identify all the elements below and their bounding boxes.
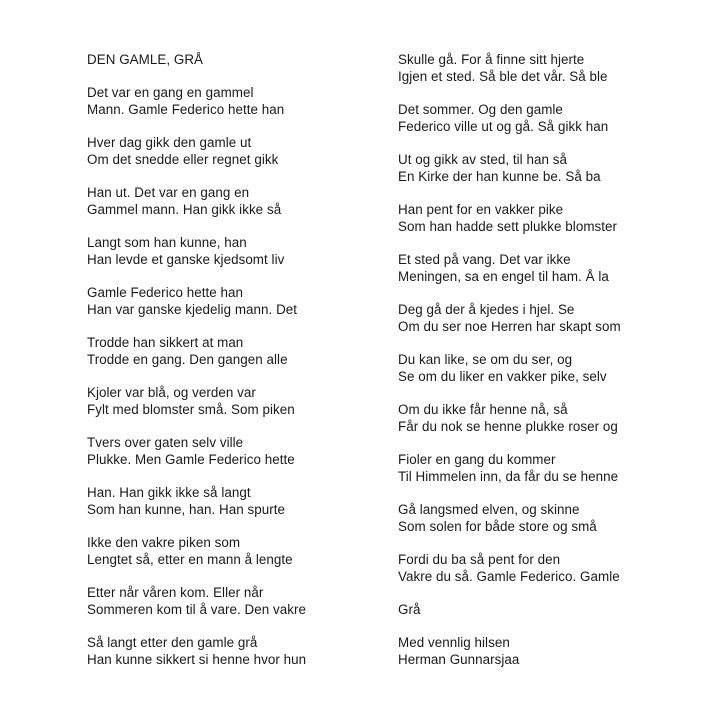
stanza [398,451,698,485]
right-column [398,51,698,668]
stanza [87,134,387,168]
poem-line: Han pent for en vakker pike [398,202,564,217]
poem-line: Fordi du ba så pent for den [398,552,561,567]
poem-line: Trodde han sikkert at man [87,335,244,350]
poem-line: Om du ikke får henne nå, så [398,402,568,417]
poem-line: Deg gå der å kjedes i hjel. Se [398,302,575,317]
stanza [87,234,387,268]
stanza [87,584,387,618]
poem-line: Sommeren kom til å vare. Den vakre [87,602,307,617]
stanza [398,634,698,668]
poem-line: Etter når våren kom. Eller når [87,585,264,600]
poem-line: Meningen, sa en engel til ham. Å la [398,269,609,284]
poem-line: Han ut. Det var en gang en [87,185,250,200]
poem-line: Trodde en gang. Den gangen alle [87,352,288,367]
poem-line: Langt som han kunne, han [87,235,247,250]
poem-line: Skulle gå. For å finne sitt hjerte [398,52,585,67]
stanza [87,84,387,118]
poem-line: Det var en gang en gammel [87,85,254,100]
poem-line: Han kunne sikkert si henne hvor hun [87,652,307,667]
poem-line: Tvers over gaten selv ville [87,435,244,450]
poem-line: Så langt etter den gamle grå [87,635,258,650]
poem-line: Gammel mann. Han gikk ikke så [87,202,282,217]
poem-line: Fylt med blomster små. Som piken [87,402,295,417]
stanza [398,201,698,235]
poem-line: Han var ganske kjedelig mann. Det [87,302,298,317]
poem-line: Herman Gunnarsjaa [398,652,520,667]
poem-line: Lengtet så, etter en mann å lengte [87,552,293,567]
poem-line: Som han kunne, han. Han spurte [87,502,286,517]
stanza [398,301,698,335]
stanza [87,434,387,468]
poem-line: Med vennlig hilsen [398,635,510,650]
stanza [87,534,387,568]
poem-line: Ut og gikk av sted, til han så [398,152,567,167]
poem-line: Om du ser noe Herren har skapt som [398,319,621,334]
stanza [398,401,698,435]
poem-line: Kjoler var blå, og verden var [87,385,256,400]
stanza [398,501,698,535]
poem-line: Gå langsmed elven, og skinne [398,502,580,517]
left-column [87,51,387,668]
stanza [87,634,387,668]
poem-title: DEN GAMLE, GRÅ [87,52,204,67]
poem-line: Han levde et ganske kjedsomt liv [87,252,285,267]
poem-line: Til Himmelen inn, da får du se henne [398,469,619,484]
poem-line: Vakre du så. Gamle Federico. Gamle [398,569,620,584]
poem-line: Grå [398,602,421,617]
stanza [398,51,698,85]
poem-line: Mann. Gamle Federico hette han [87,102,285,117]
poem-line: Igjen et sted. Så ble det vår. Så ble [398,69,608,84]
poem-line: Plukke. Men Gamle Federico hette [87,452,295,467]
poem-line: En Kirke der han kunne be. Så ba [398,169,601,184]
poem-line: Hver dag gikk den gamle ut [87,135,252,150]
stanza [398,151,698,185]
stanza [398,601,698,618]
stanza [398,101,698,135]
poem-line: Federico ville ut og gå. Så gikk han [398,119,609,134]
poem-line: Fioler en gang du kommer [398,452,556,467]
poem-line: Du kan like, se om du ser, og [398,352,573,367]
stanza [398,251,698,285]
poem-line: Får du nok se henne plukke roser og [398,419,618,434]
stanza [87,384,387,418]
stanza [87,334,387,368]
stanza [398,551,698,585]
poem-line: Som solen for både store og små [398,519,597,534]
stanza [87,484,387,518]
poem-line: Ikke den vakre piken som [87,535,241,550]
poem-line: Om det snedde eller regnet gikk [87,152,279,167]
poem-line: Gamle Federico hette han [87,285,244,300]
stanza [398,351,698,385]
poem-line: Som han hadde sett plukke blomster [398,219,618,234]
stanza [87,184,387,218]
poem-line: Et sted på vang. Det var ikke [398,252,571,267]
poem-line: Se om du liker en vakker pike, selv [398,369,607,384]
stanza [87,284,387,318]
poem-line: Det sommer. Og den gamle [398,102,563,117]
poem-line: Han. Han gikk ikke så langt [87,485,251,500]
